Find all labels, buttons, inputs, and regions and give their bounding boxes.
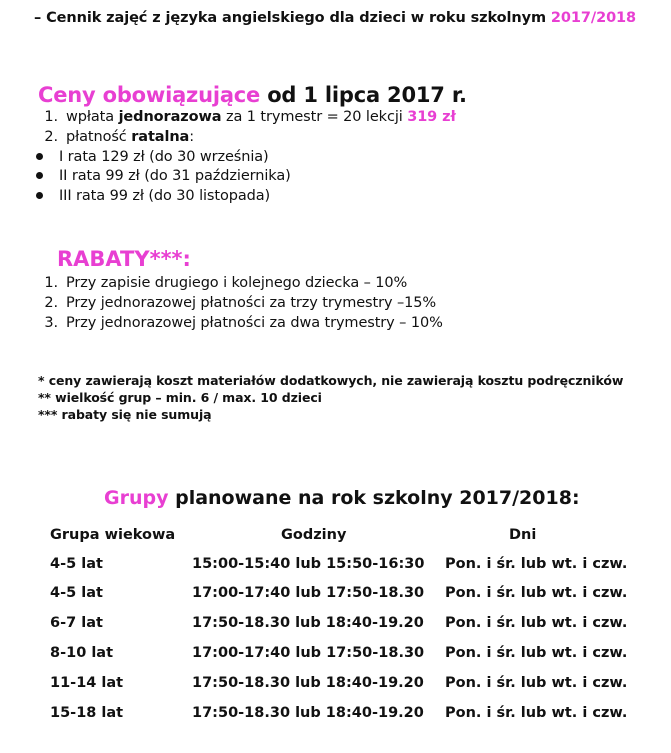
title-text: – Cennik zajęć z języka angielskiego dla dzieci w roku szkolnym (34, 10, 551, 26)
row-age: 11-14 lat (50, 675, 124, 691)
footnote: ** wielkość grup – min. 6 / max. 10 dzieci (38, 390, 322, 405)
row-age: 15-18 lat (50, 705, 124, 721)
list-number: 1. (44, 275, 58, 291)
installment-text: III rata 99 zł (do 30 listopada) (59, 188, 271, 204)
bullet-icon (36, 192, 43, 199)
title-year: 2017/2018 (550, 10, 637, 26)
prices-heading-rest: od 1 lipca 2017 r. (260, 83, 467, 107)
footnote: *** rabaty się nie sumują (38, 407, 212, 422)
row-hours: 15:00-15:40 lub 15:50-16:30 (192, 556, 425, 572)
price-item-bold: jednorazowa (118, 109, 222, 125)
row-hours: 17:00-17:40 lub 17:50-18.30 (192, 585, 425, 601)
row-days: Pon. i śr. lub wt. i czw. (445, 645, 628, 661)
groups-heading-rest: planowane na rok szkolny 2017/2018: (168, 487, 580, 509)
discounts-heading: RABATY***: (57, 247, 191, 271)
list-number: 3. (44, 315, 58, 331)
installment-text: II rata 99 zł (do 31 października) (59, 168, 291, 184)
bullet-icon (36, 153, 43, 160)
list-number: 2. (44, 129, 58, 145)
installment-item (36, 149, 269, 165)
row-age: 8-10 lat (50, 645, 114, 661)
row-days: Pon. i śr. lub wt. i czw. (445, 705, 628, 721)
discount-item (34, 315, 443, 331)
price-item-text: płatność (66, 129, 132, 145)
discount-text: Przy jednorazowej płatności za dwa trymestry – 10% (66, 315, 443, 331)
list-number: 2. (44, 295, 58, 311)
installment-item (36, 168, 291, 184)
installment-text: I rata 129 zł (do 30 września) (59, 149, 269, 165)
price-item-text: wpłata (66, 109, 119, 125)
row-age: 4-5 lat (50, 585, 103, 601)
row-hours: 17:50-18.30 lub 18:40-19.20 (192, 675, 424, 691)
column-header-age: Grupa wiekowa (50, 527, 176, 543)
row-age: 6-7 lat (50, 615, 103, 631)
price-item-one-time (34, 109, 456, 125)
prices-heading-highlight: Ceny obowiązujące (38, 83, 261, 107)
groups-heading-highlight: Grupy (104, 487, 169, 509)
bullet-icon (36, 172, 43, 179)
row-days: Pon. i śr. lub wt. i czw. (445, 675, 628, 691)
discount-text: Przy zapisie drugiego i kolejnego dziecka – 10% (66, 275, 408, 291)
price-amount: 319 zł (407, 109, 456, 125)
prices-heading (38, 83, 467, 107)
footnote: * ceny zawierają koszt materiałów dodatkowych, nie zawierają kosztu podręczników (38, 373, 624, 388)
column-header-hours: Godziny (281, 527, 347, 543)
discount-item (34, 275, 407, 291)
groups-heading (104, 487, 580, 509)
price-item-bold: ratalna (131, 129, 190, 145)
row-hours: 17:00-17:40 lub 17:50-18.30 (192, 645, 425, 661)
row-days: Pon. i śr. lub wt. i czw. (445, 556, 628, 572)
row-days: Pon. i śr. lub wt. i czw. (445, 585, 628, 601)
price-item-text: : (189, 129, 195, 145)
price-item-installments (34, 129, 194, 145)
row-age: 4-5 lat (50, 556, 103, 572)
row-days: Pon. i śr. lub wt. i czw. (445, 615, 628, 631)
document-title (34, 10, 636, 26)
installment-item (36, 188, 270, 204)
column-header-days: Dni (509, 527, 537, 543)
list-number: 1. (44, 109, 58, 125)
row-hours: 17:50-18.30 lub 18:40-19.20 (192, 705, 424, 721)
discount-item (34, 295, 436, 311)
discount-text: Przy jednorazowej płatności za trzy trymestry –15% (66, 295, 437, 311)
price-item-text: za 1 trymestr = 20 lekcji (221, 109, 408, 125)
row-hours: 17:50-18.30 lub 18:40-19.20 (192, 615, 424, 631)
